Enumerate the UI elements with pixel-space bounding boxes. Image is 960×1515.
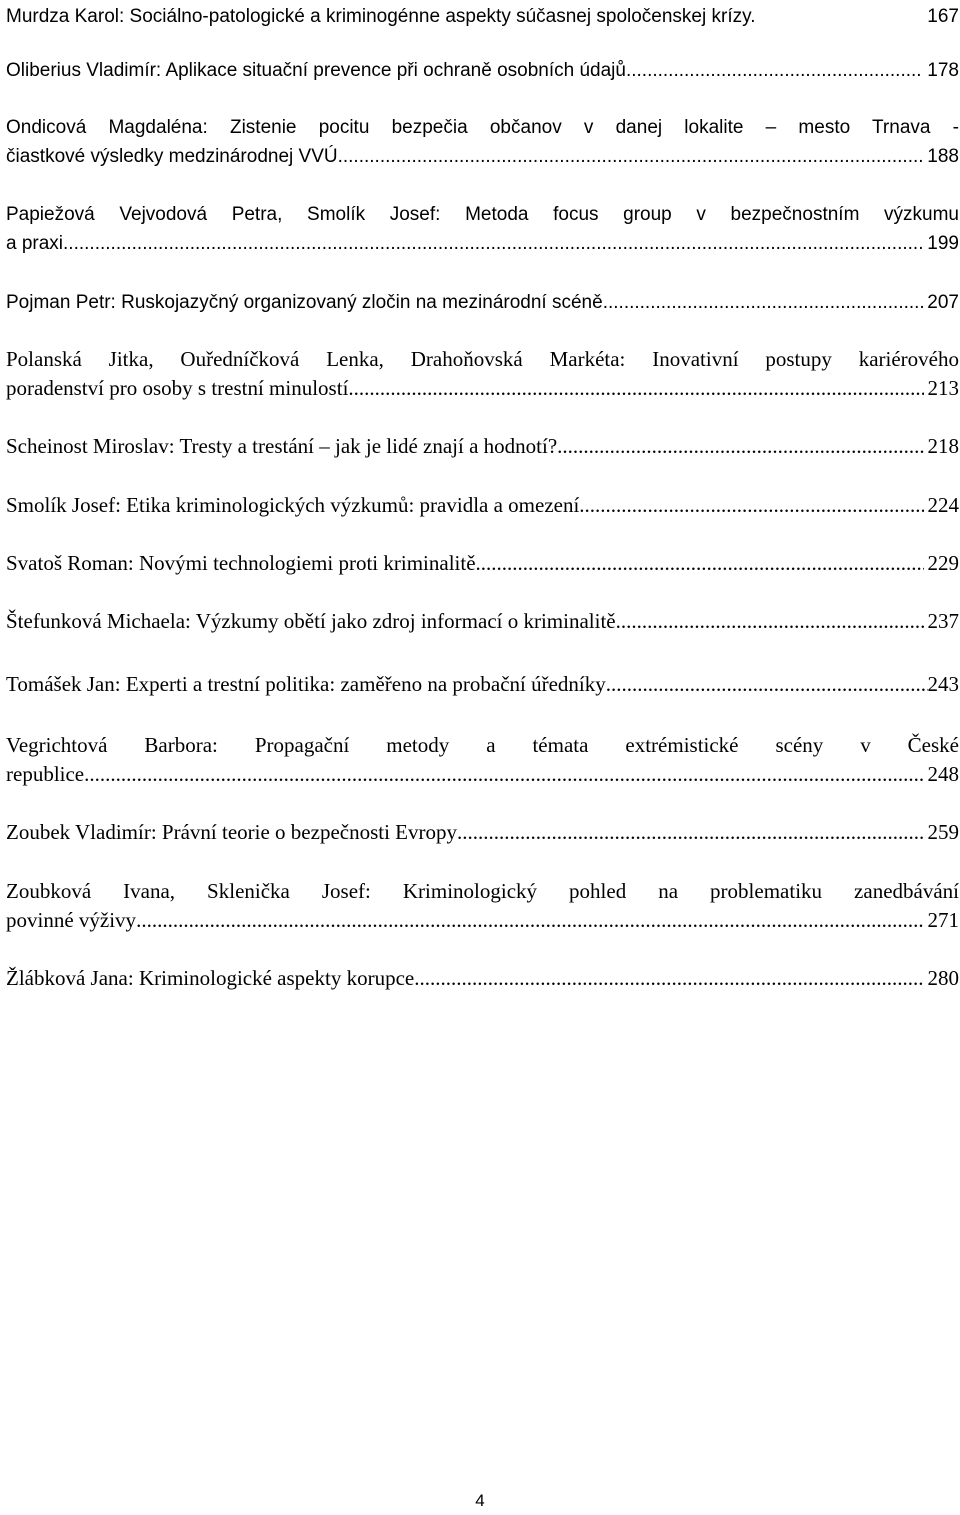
toc-entry <box>6 877 959 935</box>
toc-entry-line <box>6 142 959 171</box>
toc-entry-title: poradenství pro osoby s trestní minulostí <box>6 376 349 400</box>
toc-leader-dots <box>606 670 928 699</box>
toc-leader-dots <box>616 607 924 636</box>
toc-entry <box>6 491 959 520</box>
toc-entry-line: Zoubková Ivana, Sklenička Josef: Kriminologický pohled na problematiku zanedbávání <box>6 879 959 903</box>
toc-entry-line <box>6 964 959 993</box>
toc-leader-dots <box>338 142 924 171</box>
toc-entry <box>6 731 959 789</box>
toc-entry-title: Zoubek Vladimír: Právní teorie o bezpečnosti Evropy <box>6 820 457 844</box>
toc-entry-page: 243 <box>927 672 959 696</box>
toc-entry-title: Štefunková Michaela: Výzkumy obětí jako zdroj informací o kriminalitě <box>6 609 616 633</box>
toc-entry-page: 178 <box>927 60 959 81</box>
toc-entry-title: Murdza Karol: Sociálno-patologické a kriminogénne aspekty súčasnej spoločenskej krízy. <box>6 6 756 27</box>
toc-entry <box>6 432 959 461</box>
toc-entry-line <box>6 760 959 789</box>
toc-entry <box>6 670 959 699</box>
toc-entry-page: 237 <box>927 609 959 633</box>
toc-entry-page: 207 <box>927 292 959 313</box>
toc-entry-page: 224 <box>927 493 959 517</box>
toc-entry-line: Ondicová Magdaléna: Zistenie pocitu bezpečia občanov v danej lokalite – mesto Trnava - <box>6 117 959 138</box>
toc-leader-dots <box>579 491 923 520</box>
toc-entry-line <box>6 56 959 85</box>
toc-entry-page: 229 <box>927 551 959 575</box>
toc-entry-title: Oliberius Vladimír: Aplikace situační prevence při ochraně osobních údajů <box>6 60 626 81</box>
toc-entry-title: Pojman Petr: Ruskojazyčný organizovaný zločin na mezinárodní scéně <box>6 292 603 313</box>
toc-entry <box>6 200 959 258</box>
toc-entry-line: Polanská Jitka, Ouředníčková Lenka, Drahoňovská Markéta: Inovativní postupy kariérového <box>6 347 959 371</box>
toc-entry-title: Svatoš Roman: Novými technologiemi proti kriminalitě <box>6 551 476 575</box>
toc-entry <box>6 607 959 636</box>
toc-entry <box>6 964 959 993</box>
toc-entry <box>6 56 959 85</box>
toc-entry-line <box>6 229 959 258</box>
toc-entry-title: čiastkové výsledky medzinárodnej VVÚ <box>6 146 338 167</box>
toc-entry-page: 280 <box>927 966 959 990</box>
toc-entry-page: 199 <box>927 233 959 254</box>
toc-entry <box>6 288 959 317</box>
toc-entry-page: 271 <box>927 908 959 932</box>
toc-entry <box>6 818 959 847</box>
toc-leader-dots <box>348 374 923 403</box>
toc-entry-title: povinné výživy <box>6 908 137 932</box>
toc-leader-dots <box>84 760 923 789</box>
toc-entry-title: a praxi <box>6 233 64 254</box>
toc-entry-title: Scheinost Miroslav: Tresty a trestání – jak je lidé znají a hodnotí? <box>6 434 558 458</box>
toc-entry-line: Papiežová Vejvodová Petra, Smolík Josef: Metoda focus group v bezpečnostním výzkumu <box>6 204 959 225</box>
toc-entry-page: 213 <box>927 376 959 400</box>
toc-entry-line <box>6 549 959 578</box>
toc-entry-line <box>6 374 959 403</box>
toc-entry-line <box>6 607 959 636</box>
toc-entry-line: Vegrichtová Barbora: Propagační metody a témata extrémistické scény v České <box>6 733 959 757</box>
toc-entry-page: 167 <box>927 6 959 27</box>
toc-leader-dots <box>136 906 923 935</box>
toc-leader-dots <box>603 288 924 317</box>
toc-leader-dots <box>626 56 923 85</box>
toc-entry-page: 248 <box>927 762 959 786</box>
toc-leader-dots <box>414 964 923 993</box>
toc-entry-line <box>6 288 959 317</box>
toc-entry-title: Žlábková Jana: Kriminologické aspekty korupce <box>6 966 415 990</box>
toc-entry-line <box>6 432 959 461</box>
toc-entry-page: 218 <box>927 434 959 458</box>
toc-entry-line <box>6 670 959 699</box>
toc-leader-dots <box>63 229 923 258</box>
toc-entry <box>6 345 959 403</box>
toc-entry-line <box>6 2 959 31</box>
toc-entry-line <box>6 906 959 935</box>
toc-entry-page: 188 <box>927 146 959 167</box>
page-number: 4 <box>475 1491 485 1510</box>
toc-entry-page: 259 <box>927 820 959 844</box>
toc-entry-line <box>6 491 959 520</box>
toc-entry <box>6 549 959 578</box>
toc-leader-dots <box>476 549 924 578</box>
toc-entry-title: Smolík Josef: Etika kriminologických výzkumů: pravidla a omezení <box>6 493 580 517</box>
toc-entry <box>6 2 959 31</box>
toc-leader-dots <box>457 818 924 847</box>
toc-leader-dots <box>557 432 923 461</box>
toc-entry-line <box>6 818 959 847</box>
toc-entry-title: republice <box>6 762 85 786</box>
toc-entry <box>6 113 959 171</box>
toc-entry-title: Tomášek Jan: Experti a trestní politika: zaměřeno na probační úředníky <box>6 672 606 696</box>
